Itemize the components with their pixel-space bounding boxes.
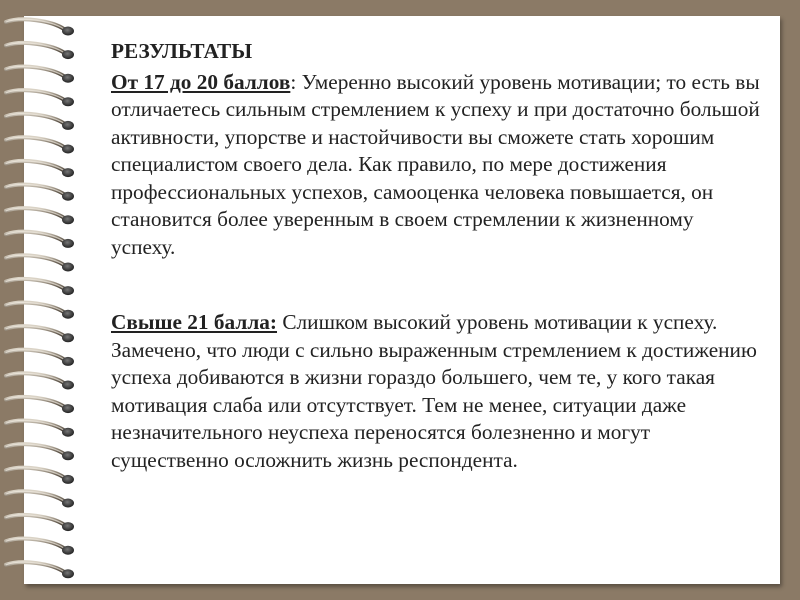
spiral-ring bbox=[6, 185, 74, 201]
spiral-ring bbox=[6, 303, 74, 319]
spiral-ring bbox=[6, 515, 74, 531]
spiral-ring bbox=[6, 19, 74, 35]
spiral-ring bbox=[6, 161, 74, 177]
spiral-ring bbox=[6, 114, 74, 130]
paragraph-2 bbox=[111, 309, 761, 474]
spiral-ring bbox=[6, 539, 74, 555]
paragraph-1-text: : Умеренно высокий уровень мотивации; то есть вы отличаетесь сильным стремлением к успеху и при достаточно большой активности, упорстве и настойчивости вы сможете стать хорошим специалистом своего дела. Как правило, по мере достижения профессиональных успехов, самооценка человека повышается, он становится более уверенным в своем стремлении к жизненному успеху. bbox=[111, 69, 760, 259]
spiral-ring bbox=[6, 326, 74, 342]
spiral-ring bbox=[6, 397, 74, 413]
paragraph-2-text: Слишком высокий уровень мотивации к успеху. Замечено, что люди с сильно выраженным стремлением к достижению успеха добиваются в жизни гораздо большего, чем те, у кого такая мотивация слаба или отсутствует. Тем не менее, ситуации даже незначительного неуспеха переносятся болезненно и могут существенно осложнить жизнь респондента. bbox=[111, 310, 757, 472]
spiral-ring bbox=[6, 137, 74, 153]
spiral-ring bbox=[6, 67, 74, 83]
content-area bbox=[111, 38, 761, 474]
spiral-ring bbox=[6, 208, 74, 224]
spiral-ring bbox=[6, 562, 74, 578]
spiral-ring bbox=[6, 43, 74, 59]
spiral-ring bbox=[6, 90, 74, 106]
spiral-ring bbox=[6, 255, 74, 271]
spiral-binding bbox=[0, 0, 90, 600]
spiral-ring bbox=[6, 350, 74, 366]
spiral-ring bbox=[6, 279, 74, 295]
spiral-ring bbox=[6, 444, 74, 460]
paragraph-1-lead: От 17 до 20 баллов bbox=[111, 69, 291, 94]
paragraph-2-lead: Свыше 21 балла: bbox=[111, 310, 278, 334]
spiral-ring bbox=[6, 491, 74, 507]
spiral-ring bbox=[6, 421, 74, 437]
spiral-ring bbox=[6, 468, 74, 484]
page-title: РЕЗУЛЬТАТЫ bbox=[111, 39, 253, 63]
spiral-ring bbox=[6, 373, 74, 389]
spiral-ring bbox=[6, 232, 74, 248]
paragraph-1 bbox=[111, 69, 761, 262]
